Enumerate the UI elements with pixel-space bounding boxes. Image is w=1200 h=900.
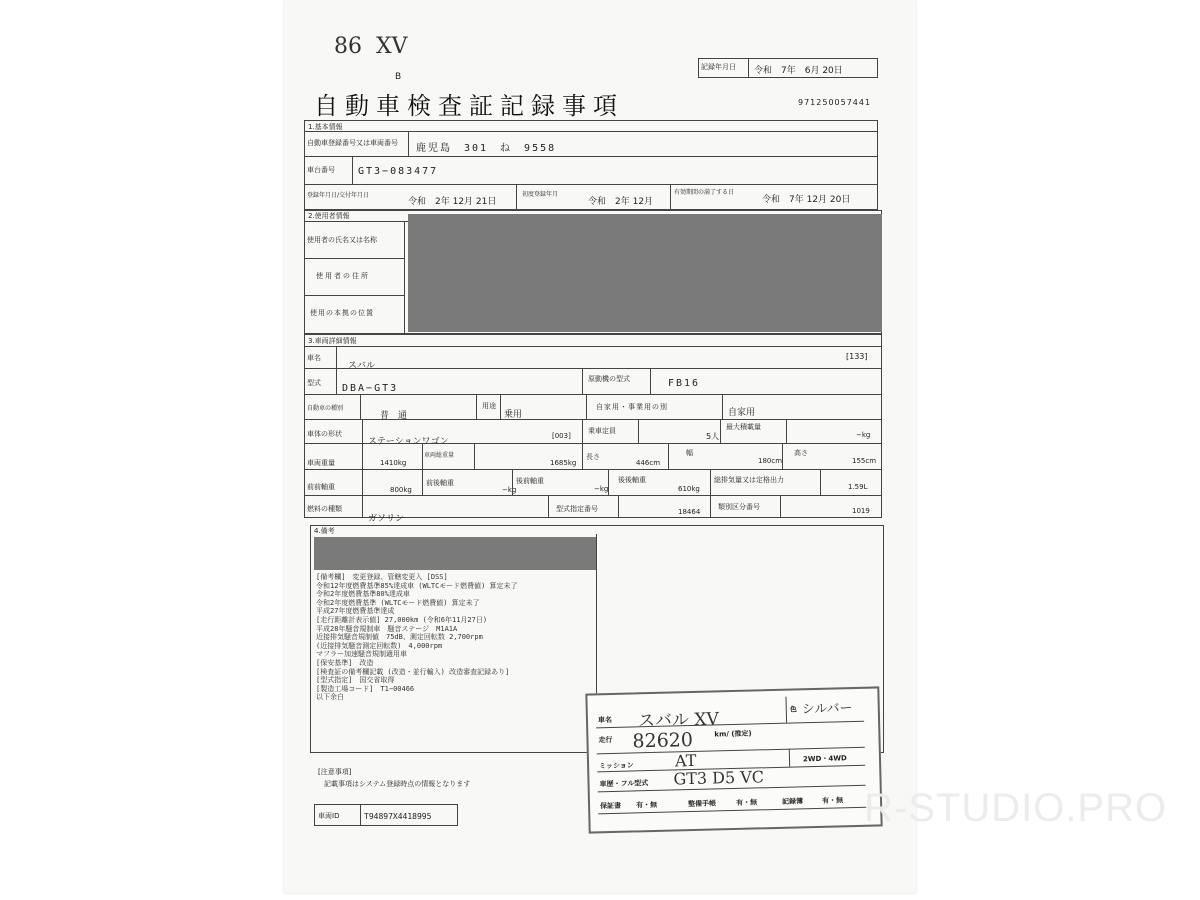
handwritten-vehicle-note: 86 XV xyxy=(334,34,408,59)
make-label: 車名 xyxy=(307,354,321,362)
gross-weight-value: 1685kg xyxy=(550,459,577,467)
front-axle-label: 前前軸重 xyxy=(307,483,335,491)
registration-value: 鹿児島 301 ね 9558 xyxy=(416,143,557,154)
width-label: 幅 xyxy=(686,449,693,457)
fuel-value: ガソリン xyxy=(368,514,405,524)
body-label: 車体の形状 xyxy=(307,430,342,438)
rear-axle-value: 610kg xyxy=(678,485,700,493)
body-value: ステーションワゴン xyxy=(368,437,449,447)
first-reg-label: 登録年月日/交付年月日 xyxy=(307,192,370,199)
section3-header: 3.車両詳細情報 xyxy=(308,337,357,345)
user-address-label: 使用者の住所 xyxy=(316,272,370,280)
base-location-label: 使用の本拠の位置 xyxy=(310,309,374,317)
sticker-mission-label: ミッション xyxy=(599,761,634,771)
sticker-record-value: 有・無 xyxy=(821,796,844,805)
redacted-remarks xyxy=(314,537,596,570)
max-load-label: 最大積載量 xyxy=(726,423,761,431)
fuel-label: 燃料の種類 xyxy=(307,505,342,513)
purpose-label: 用途 xyxy=(482,402,496,410)
notes-text: 記載事項はシステム登録時点の情報となります xyxy=(324,780,471,788)
first-reg-value: 令和 2年 12月 21日 xyxy=(408,197,497,207)
section1-header: 1.基本情報 xyxy=(308,123,343,131)
remark-line: [保安基準] 改造 xyxy=(316,658,374,667)
rear-front-axle-value: −kg xyxy=(594,485,609,493)
displacement-label: 総排気量又は定格出力 xyxy=(714,476,784,484)
chassis-value: GT3−083477 xyxy=(358,166,439,177)
rear-front-axle-label: 後前軸重 xyxy=(516,477,544,485)
private-business-value: 自家用 xyxy=(728,408,756,418)
model-label: 型式 xyxy=(307,379,321,387)
vehicle-id-label: 車両ID xyxy=(318,812,340,820)
private-business-label: 自家用・事業用の別 xyxy=(596,403,668,411)
sticker-mileage-label: 走行 xyxy=(598,735,613,745)
sticker-drive: 2WD・4WD xyxy=(802,754,847,764)
remarks-list xyxy=(316,573,518,702)
weight-label: 車両重量 xyxy=(307,459,335,467)
gross-weight-label: 車両総重量 xyxy=(424,452,455,459)
dealer-sticker xyxy=(585,686,882,833)
front-rear-axle-label: 前後軸重 xyxy=(426,479,454,487)
max-load-value: −kg xyxy=(856,431,871,439)
remark-line: (近接排気騒音測定回転数) 4,000rpm xyxy=(316,641,443,650)
remark-line: 近接排気騒音規制値 75dB、測定回転数 2,700rpm xyxy=(316,633,483,642)
record-date-label: 記録年月日 xyxy=(701,63,736,71)
body-code: [003] xyxy=(552,432,571,440)
sticker-full-model-label: 車歴・フル型式 xyxy=(599,779,649,789)
engine-type-label: 原動機の型式 xyxy=(588,375,630,383)
car-type-value: 普 通 xyxy=(380,411,408,421)
purpose-value: 乗用 xyxy=(504,410,523,420)
sticker-full-model-value: GT3 D5 VC xyxy=(673,767,765,789)
record-date-value: 令和 7年 6月 20日 xyxy=(754,66,843,76)
first-year-label: 初度登録年月 xyxy=(522,191,559,198)
sticker-mileage-value: 82620 xyxy=(632,729,694,753)
rear-axle-label: 後後軸重 xyxy=(618,476,646,484)
remark-line: 平成27年度燃費基準達成 xyxy=(316,607,395,616)
capacity-value: 5人 xyxy=(706,432,720,441)
user-name-label: 使用者の氏名又は名称 xyxy=(307,236,377,244)
displacement-value: 1.59L xyxy=(848,483,868,491)
first-year-value: 令和 2年 12月 xyxy=(588,197,654,207)
expiry-value: 令和 7年 12月 20日 xyxy=(762,195,851,205)
document-number: 971250057441 xyxy=(798,98,872,107)
section4-header: 4.備考 xyxy=(314,527,335,535)
weight-value: 1410kg xyxy=(380,459,407,467)
sticker-make-value: スバル XV xyxy=(637,709,720,732)
category-label: 類別区分番号 xyxy=(718,503,760,511)
document-title: 自動車検査証記録事項 xyxy=(314,92,624,120)
handwritten-b-mark: B xyxy=(395,72,402,82)
site-watermark: R-STUDIO.PRO xyxy=(864,786,1168,830)
remark-line: 以下余白 xyxy=(316,693,344,702)
sticker-mileage-unit: km/ (推定) xyxy=(714,729,752,739)
chassis-label: 車台番号 xyxy=(307,166,335,174)
height-value: 155cm xyxy=(852,457,877,465)
sticker-make-label: 車名 xyxy=(597,715,613,725)
vehicle-id-value: T94897X4418995 xyxy=(364,812,432,821)
length-value: 446cm xyxy=(636,459,661,467)
front-rear-axle-value: −kg xyxy=(502,486,517,494)
remark-line: [走行距離計表示値] 27,000km (令和6年11月27日) xyxy=(316,615,488,624)
remark-line: マフラー加速騒音規制適用車 xyxy=(316,650,407,659)
sticker-color-label: 色 xyxy=(789,705,797,714)
remark-line: 令和2年度燃費基準 (WLTCモード燃費値) 算定未了 xyxy=(316,598,480,607)
sticker-record-label: 記録簿 xyxy=(781,797,804,806)
remark-line: [製造工場コード] T1−00466 xyxy=(316,684,415,693)
type-designation-value: 18464 xyxy=(678,508,701,516)
section2-header: 2.使用者情報 xyxy=(308,212,350,220)
engine-type-value: FB16 xyxy=(668,378,701,389)
sticker-color-value: シルバー xyxy=(801,701,853,718)
remark-line: [型式指定] 国交省取得 xyxy=(316,676,395,685)
type-designation-label: 型式指定番号 xyxy=(556,505,598,513)
sticker-mission-value: AT xyxy=(674,750,697,771)
sticker-manual-label: 整備手帳 xyxy=(687,799,717,809)
redacted-user-info xyxy=(408,214,882,332)
category-value: 1019 xyxy=(852,507,870,515)
width-value: 180cm xyxy=(758,457,783,465)
remark-line: 令和12年度燃費基準85%達成車 (WLTCモード燃費値) 算定未了 xyxy=(316,581,518,590)
remark-line: [検査証の備考欄記載 (改造・並行輸入) 改造審査記録あり] xyxy=(316,667,510,676)
car-type-label: 自動車の種別 xyxy=(307,405,344,412)
notes-header: [注意事項] xyxy=(318,768,352,776)
make-code: [133] xyxy=(846,352,868,361)
sticker-warranty-value: 有・無 xyxy=(635,800,658,810)
length-label: 長さ xyxy=(586,453,600,461)
front-axle-value: 800kg xyxy=(390,486,412,494)
sticker-manual-value: 有・無 xyxy=(735,798,758,807)
capacity-label: 乗車定員 xyxy=(588,427,616,435)
make-value: スバル xyxy=(348,361,376,371)
height-label: 高さ xyxy=(794,449,808,457)
expiry-label: 有効期間の満了する日 xyxy=(674,189,735,196)
registration-label: 自動車登録番号又は車両番号 xyxy=(307,139,398,147)
remark-line: 平成28年騒音規制車 騒音ステージ M1A1A xyxy=(316,624,458,633)
model-value: DBA−GT3 xyxy=(342,383,399,394)
remark-line: [備考欄] 変更登録、管轄変更入 [DSS] xyxy=(316,573,448,581)
remark-line: 令和2年度燃費基準80%達成車 xyxy=(316,590,410,599)
sticker-warranty-label: 保証書 xyxy=(599,801,622,811)
